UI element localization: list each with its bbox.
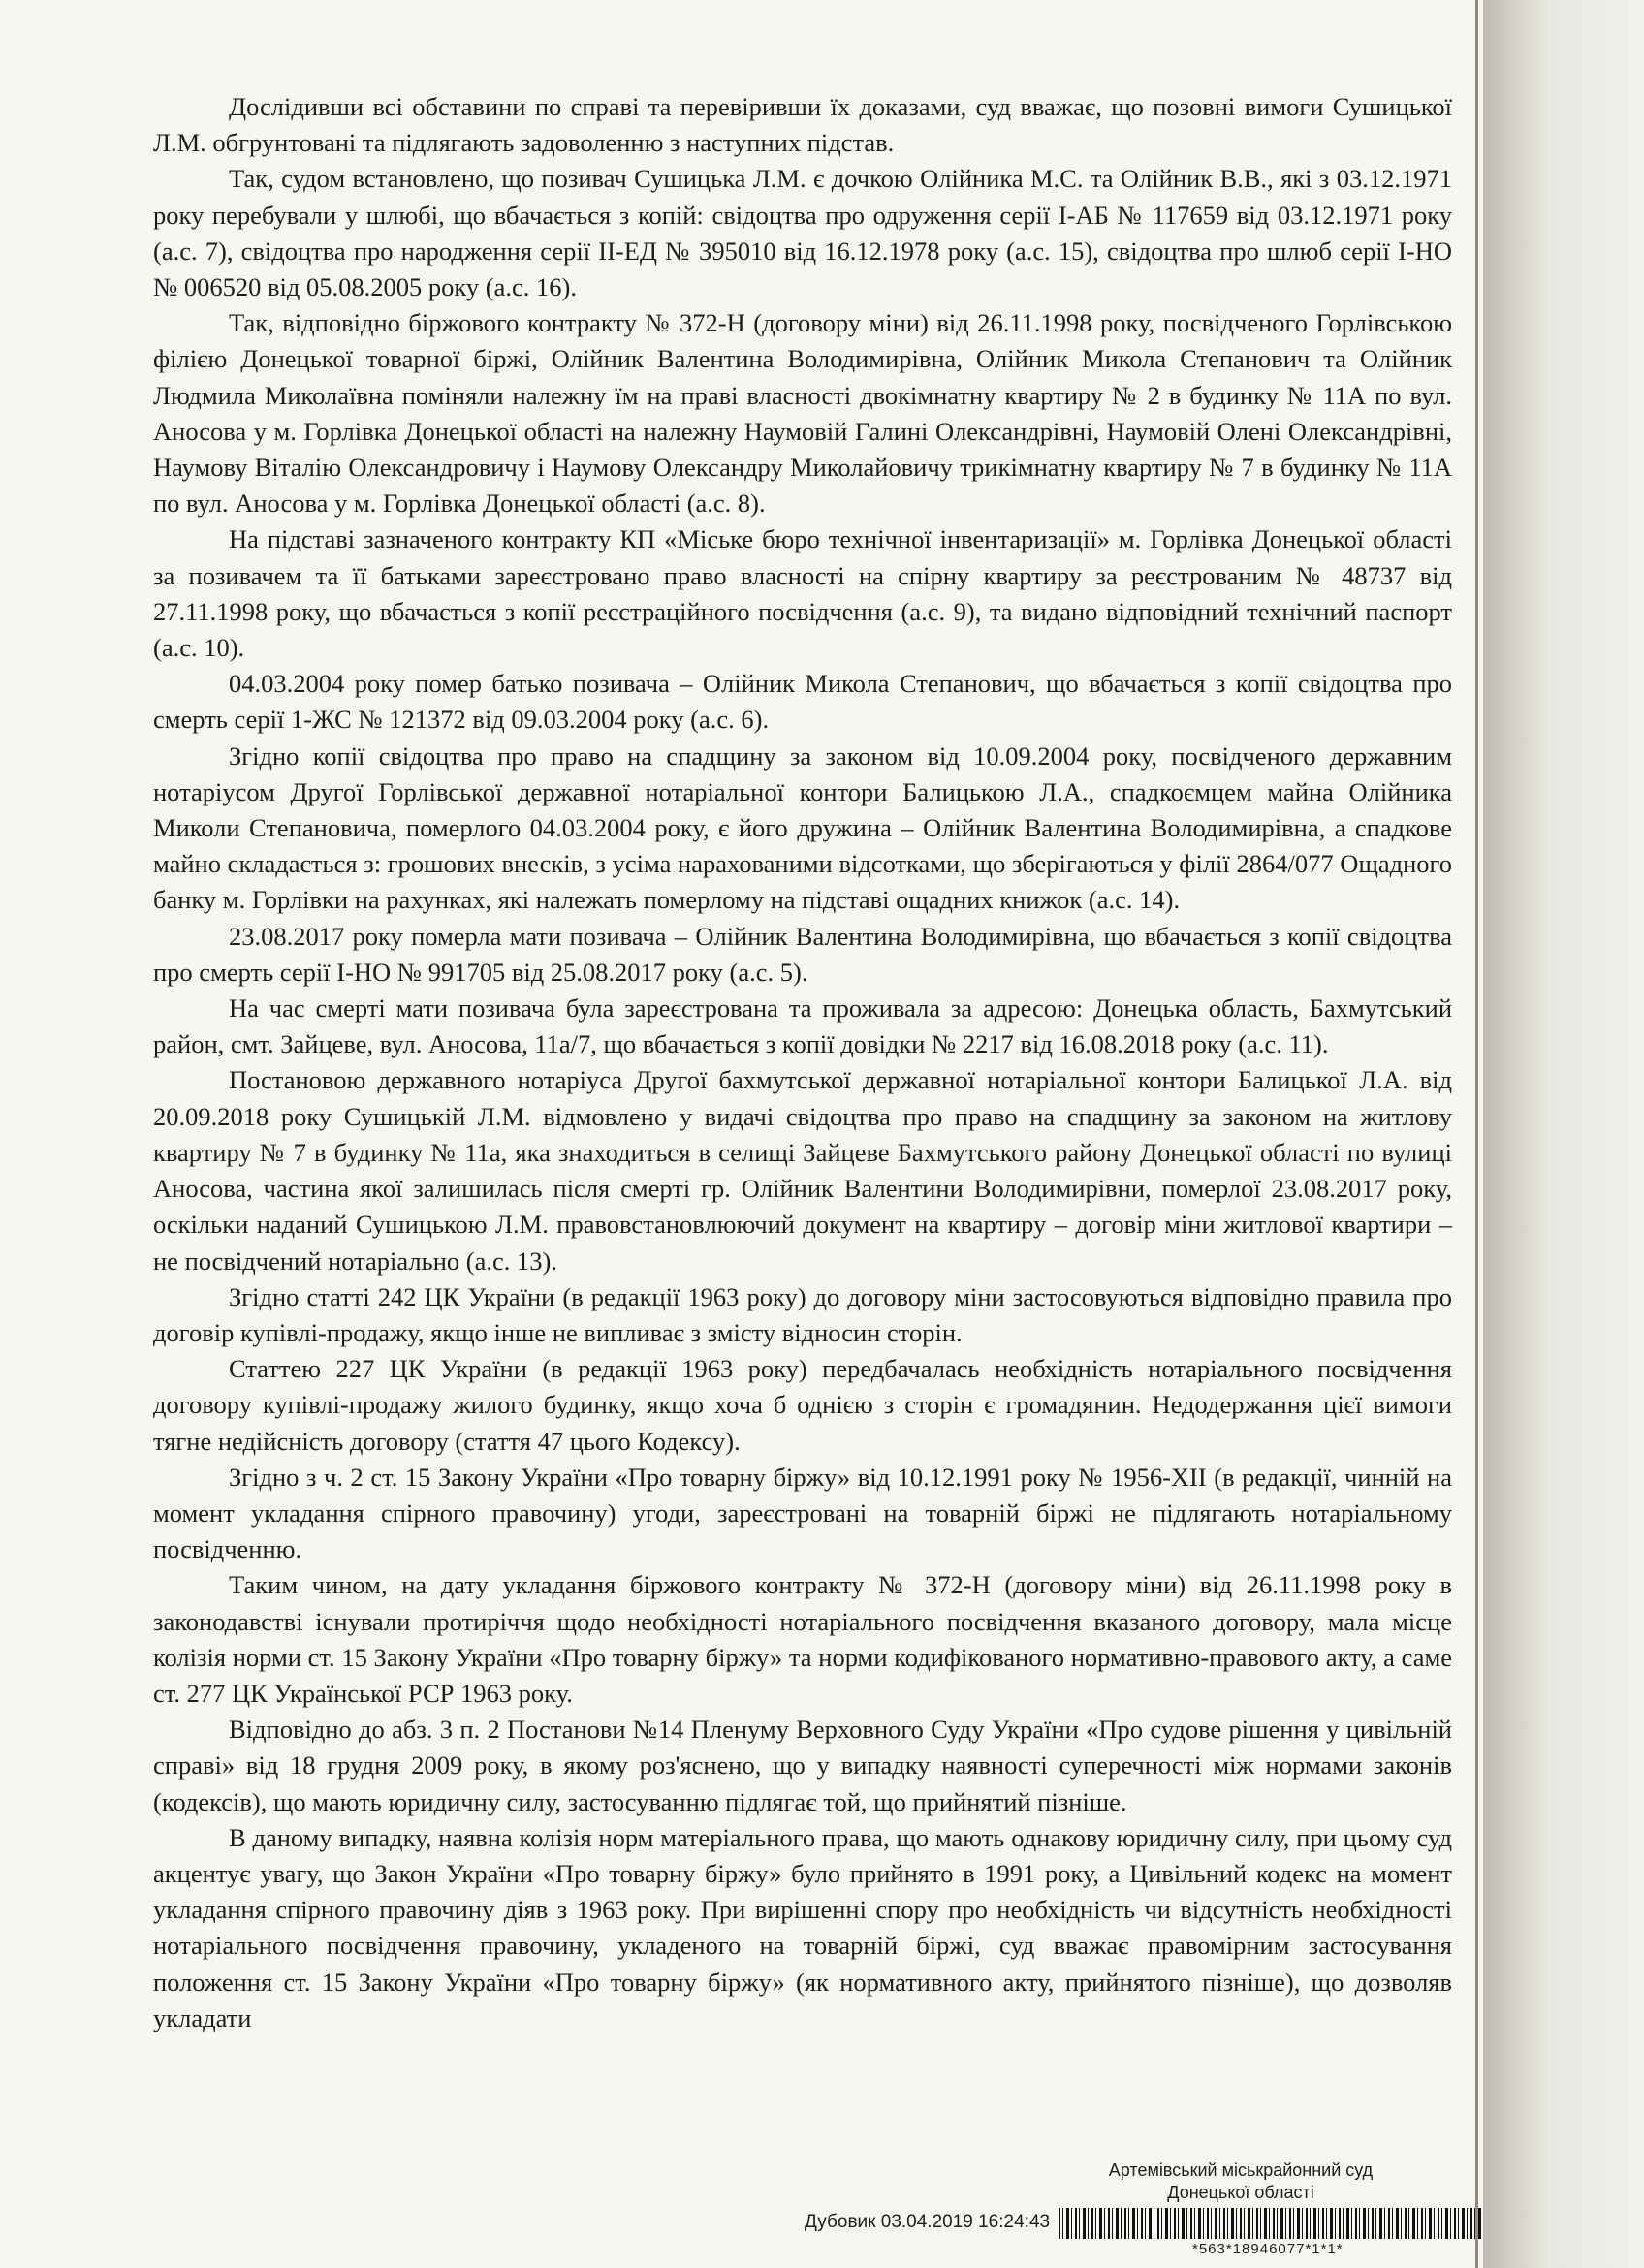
paragraph: Постановою державного нотаріуса Другої бахмутської державної нотаріальної контори Балицької Л.А. від 20.09.2018 року Сушицькій Л.М. відмовлено у видачі свідоцтва про право на спадщину за законом на житлову квартиру № 7 в будинку № 11а, яка знаходиться в селищі Зайцеве Бахмутського району Донецької області по вулиці Аносова, частина якої залишилась після смерті гр. Олійник Валентини Володимирівни, померлої 23.08.2017 року, оскільки наданий Сушицькою Л.М. правовстановлюючий документ на квартиру – договір міни житлової квартири – не посвідчений нотаріально (а.с. 13). xyxy=(153,1065,1452,1276)
print-stamp: Дубовик 03.04.2019 16:24:43 xyxy=(805,2212,1051,2232)
paragraph: Так, судом встановлено, що позивач Сушицька Л.М. є дочкою Олійника М.С. та Олійник В.В., які з 03.12.1971 року перебували у шлюбі, що вбачається з копій: свідоцтва про одруження серії І-АБ № 117659 від 03.12.1971 року (а.с. 7), свідоцтва про народження серії ІІ-ЕД № 395010 від 16.12.1978 року (а.с. 15), свідоцтва про шлюб серії І-НО № 006520 від 05.08.2005 року (а.с. 16). xyxy=(153,164,1452,302)
paragraph: На підставі зазначеного контракту КП «Міське бюро технічної інвентаризації» м. Горлівка Донецької області за позивачем та її батьками зареєстровано право власності на спірну квартиру за реєстрованим № 48737 від 27.11.1998 року, що вбачається з копії реєстраційного посвідчення (а.с. 9), та видано відповідний технічний паспорт (а.с. 10). xyxy=(153,524,1452,663)
court-name xyxy=(1105,2159,1376,2204)
document-body xyxy=(153,89,1452,2036)
paragraph: 04.03.2004 року помер батько позивача – Олійник Микола Степанович, що вбачається з копії свідоцтва про смерть серії 1-ЖС № 121372 від 09.03.2004 року (а.с. 6). xyxy=(153,669,1452,735)
paragraph: Так, відповідно біржового контракту № 372-Н (договору міни) від 26.11.1998 року, посвідченого Горлівською філією Донецької товарної біржі, Олійник Валентина Володимирівна, Олійник Микола Степанович та Олійник Людмила Миколаївна поміняли належну їм на праві власності двокімнатну квартиру № 2 в будинку № 11А по вул. Аносова у м. Горлівка Донецької області на належну Наумовій Галині Олександрівні, Наумовій Олені Олександрівні, Наумову Віталію Олександровичу і Наумову Олександру Миколайовичу трикімнатну квартиру № 7 в будинку № 11А по вул. Аносова у м. Горлівка Донецької області (а.с. 8). xyxy=(153,308,1452,519)
paragraph: На час смерті мати позивача була зареєстрована та проживала за адресою: Донецька область, Бахмутський район, смт. Зайцеве, вул. Аносова, 11а/7, що вбачається з копії довідки № 2217 від 16.08.2018 року (а.с. 11). xyxy=(153,993,1452,1059)
paragraph: Таким чином, на дату укладання біржового контракту № 372-Н (договору міни) від 26.11.1998 року в законодавстві існували протиріччя щодо необхідності нотаріального посвідчення вказаного договору, мала місце колізія норми ст. 15 Закону України «Про товарну біржу» та норми кодифікованого нормативно-правового акту, а саме ст. 277 ЦК Української РСР 1963 року. xyxy=(153,1570,1452,1708)
paragraph: Згідно статті 242 ЦК України (в редакції 1963 року) до договору міни застосовуються відповідно правила про договір купівлі-продажу, якщо інше не випливає з змісту відносин сторін. xyxy=(153,1281,1452,1347)
paragraph: Згідно копії свідоцтва про право на спадщину за законом від 10.09.2004 року, посвідченого державним нотаріусом Другої Горлівської державної нотаріальної контори Балицькою Л.А., спадкоємцем майна Олійника Миколи Степановича, померлого 04.03.2004 року, є його дружина – Олійник Валентина Володимирівна, а спадкове майно складається з: грошових внесків, з усіма нарахованими відсотками, що зберігаються у філії 2864/077 Ощадного банку м. Горлівки на рахунках, які належать померлому на підставі ощадних книжок (а.с. 14). xyxy=(153,740,1452,915)
court-name-line: Артемівський міськрайонний суд xyxy=(1108,2160,1374,2180)
paragraph: В даному випадку, наявна колізія норм матеріального права, що мають однакову юридичну силу, при цьому суд акцентує увагу, що Закон України «Про товарну біржу» було прийнято в 1991 року, а Цивільний кодекс на момент укладання спірного правочину діяв з 1963 року. При вирішенні спору про необхідність чи відсутність необхідності нотаріального посвідчення правочину, укладеного на товарній біржі, суд вважає правомірним застосування положення ст. 15 Закону України «Про товарну біржу» (як нормативного акту, прийнятого пізніше), що дозволяв укладати xyxy=(153,1822,1452,2032)
paragraph: Статтею 227 ЦК України (в редакції 1963 року) передбачалась необхідність нотаріального посвідчення договору купівлі-продажу жилого будинку, якщо хоча б однією з сторін є громадянин. Недодержання цієї вимоги тягне недійсність договору (стаття 47 цього Кодексу). xyxy=(153,1354,1452,1456)
scanner-background xyxy=(1483,0,1644,2268)
paragraph: Відповідно до абз. 3 п. 2 Постанови №14 Пленуму Верховного Суду України «Про судове рішення у цивільній справі» від 18 грудня 2009 року, в якому роз'яснено, що у випадку наявності суперечності між нормами законів (кодексів), що мають юридичну силу, застосуванню підлягає той, що прийнятий пізніше. xyxy=(153,1715,1452,1816)
paragraph: Згідно з ч. 2 ст. 15 Закону України «Про товарну біржу» від 10.12.1991 року № 1956-ХІІ (в редакції, чинній на момент укладання спірного правочину) угоди, зареєстровані на товарній біржі не підлягають нотаріальному посвідченню. xyxy=(153,1462,1452,1564)
page-edge xyxy=(1475,0,1478,2268)
document-footer xyxy=(805,2159,1483,2268)
paragraph: 23.08.2017 року померла мати позивача – Олійник Валентина Володимирівна, що вбачається з копії свідоцтва про смерть серії І-НО № 991705 від 25.08.2017 року (а.с. 5). xyxy=(153,921,1452,987)
paragraph: Дослідивши всі обставини по справі та перевіривши їх доказами, суд вважає, що позовні вимоги Сушицької Л.М. обгрунтовані та підлягають задоволенню з наступних підстав. xyxy=(153,92,1452,158)
court-region-line: Донецької області xyxy=(1167,2183,1314,2202)
barcode xyxy=(1059,2208,1485,2239)
barcode-text: *563*18946077*1*1* xyxy=(1192,2241,1344,2257)
